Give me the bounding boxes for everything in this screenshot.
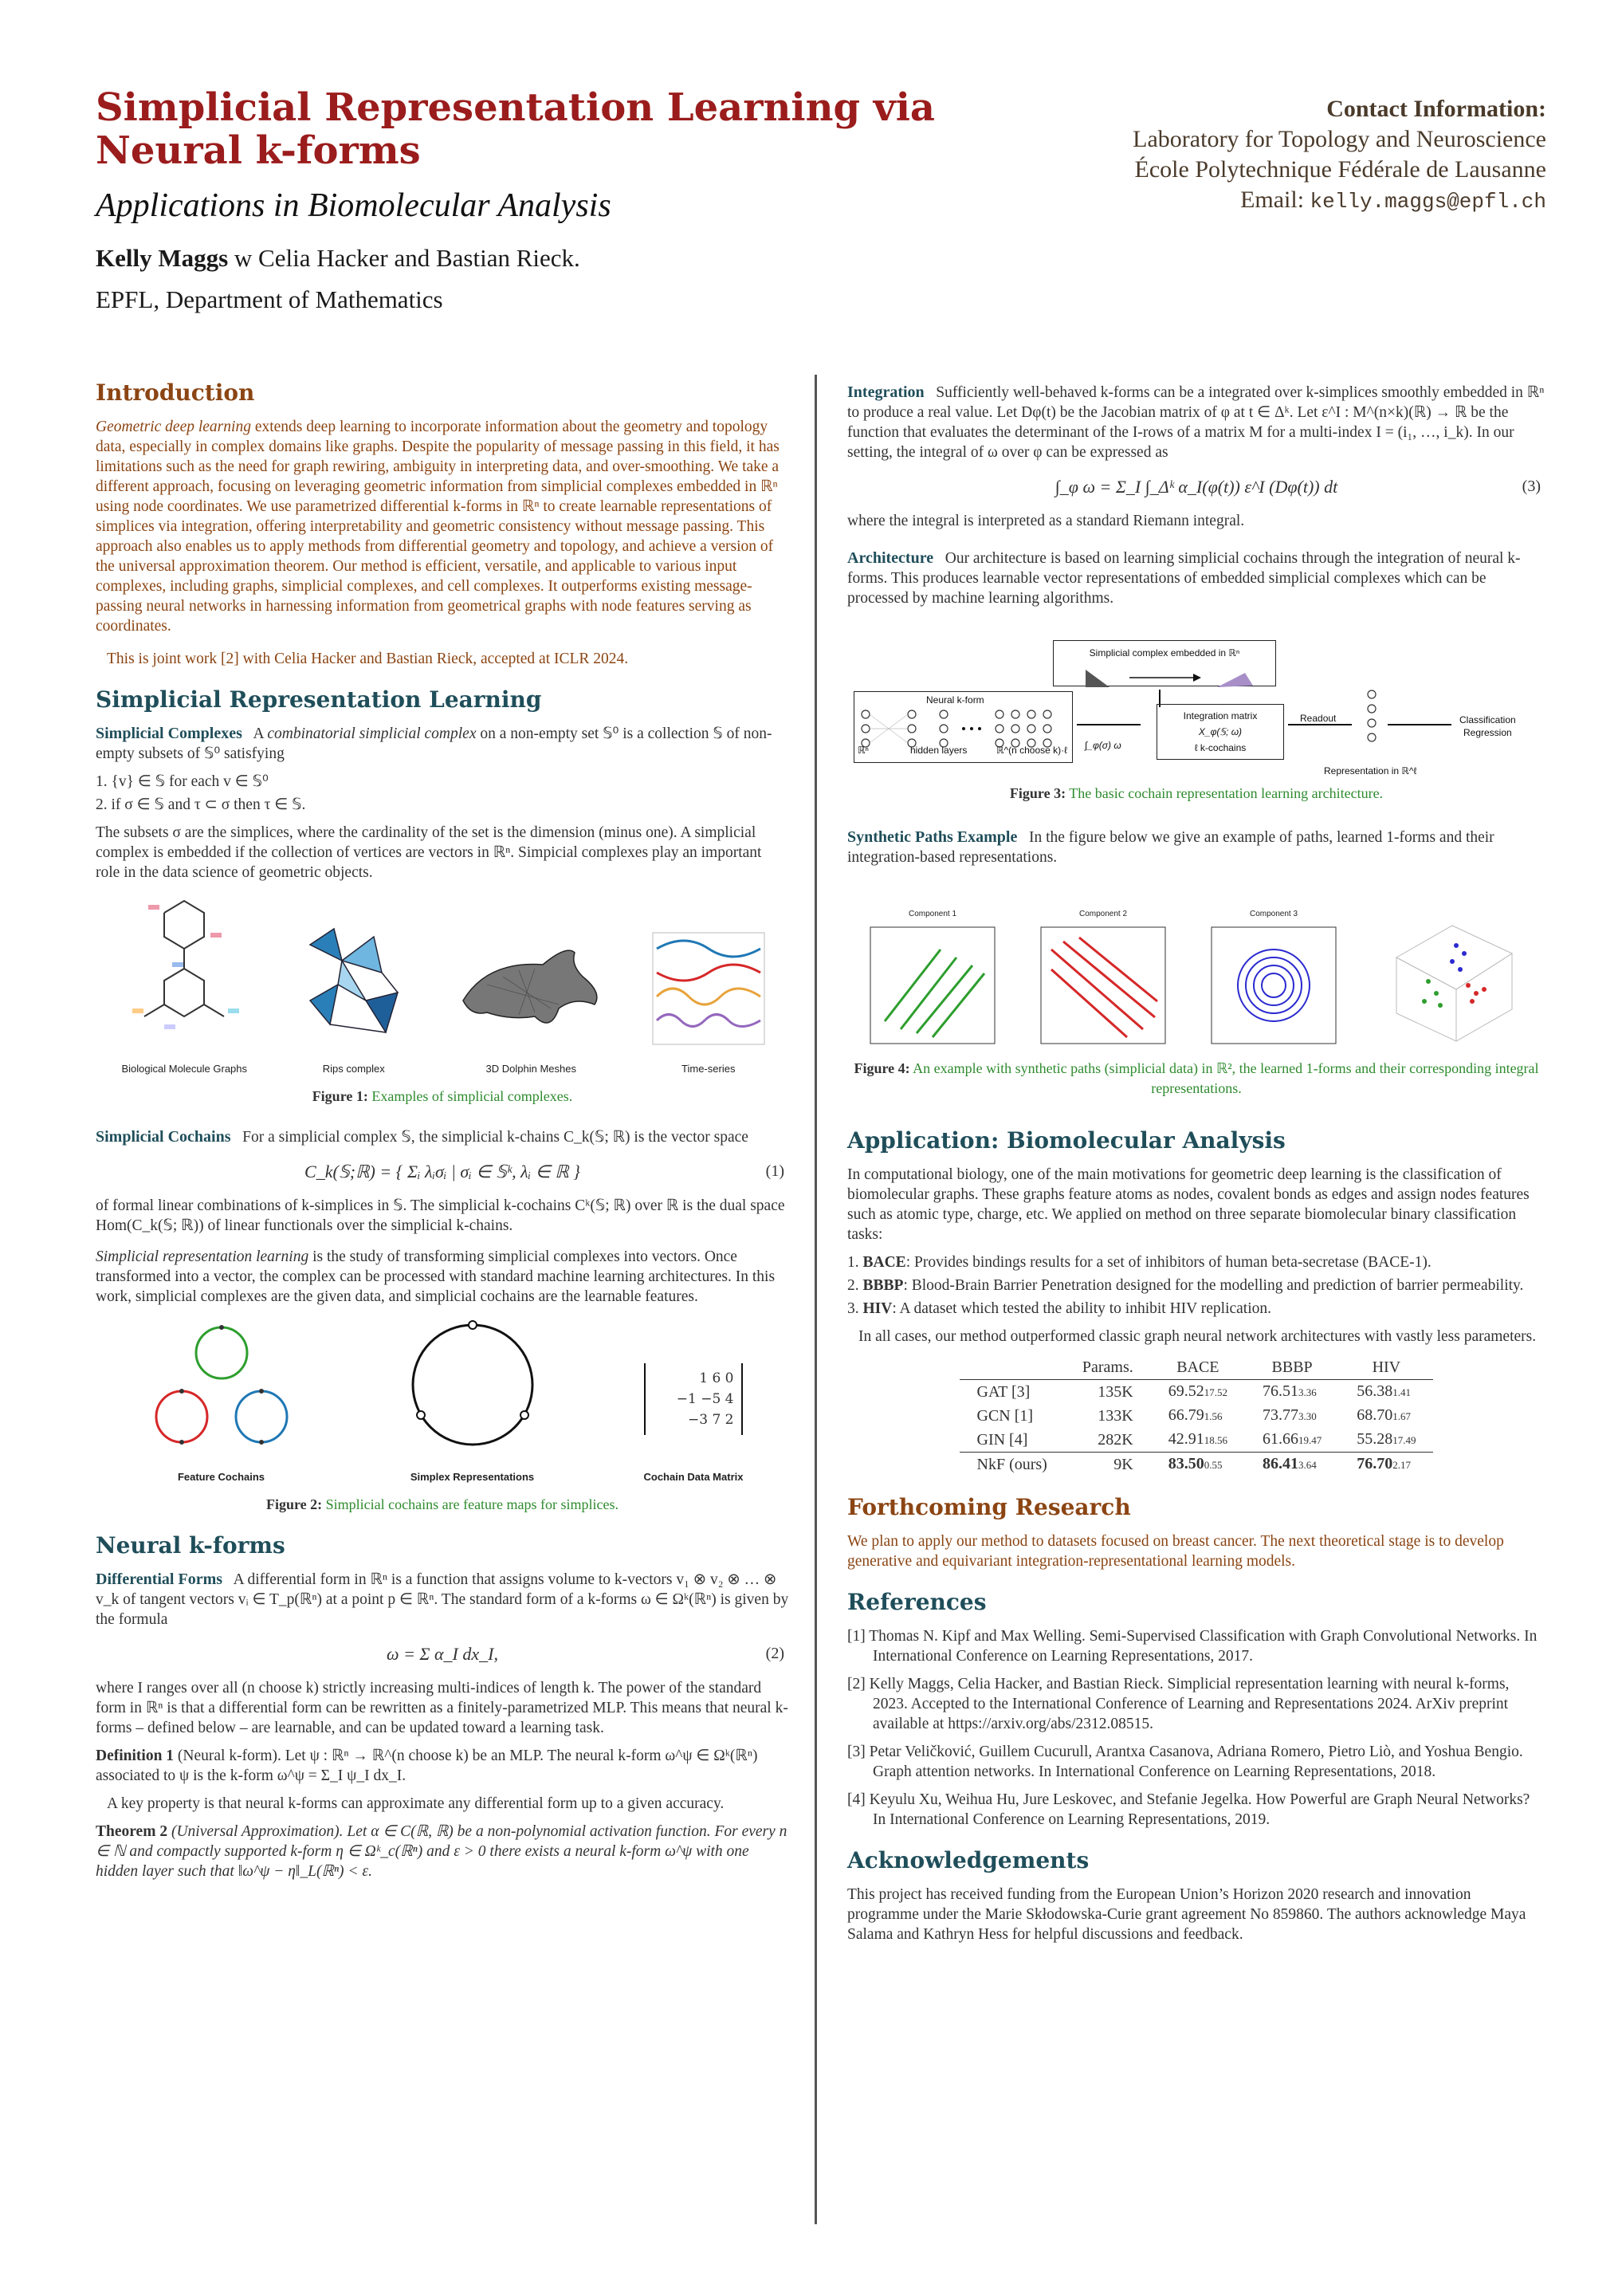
fig4-panel-3 (1210, 904, 1337, 1051)
sc-axioms (96, 772, 789, 815)
table-row (960, 1404, 1434, 1428)
bbbp-sd: 3.30 (1298, 1410, 1317, 1422)
fig3-int-matrix-label: Integration matrix (1183, 710, 1258, 721)
def1-text: (Neural k-form). Let ψ : ℝⁿ → ℝ^(n choose k) be an MLP. The neural k-form ω^ψ ∈ Ωᵏ(ℝⁿ) associated to ψ is the k-form ω^ψ = Σ_I ψ_I dx_I. (96, 1748, 758, 1784)
df-title: Differential Forms (96, 1571, 223, 1588)
sc-explanation: The subsets σ are the simplices, where the cardinality of the set is the dimension (minus one). A simplicial complex is embedded if the collection of vertices are vectors in ℝⁿ. Simpicial complexes play an important role in the data science of geometric objects. (96, 824, 762, 881)
definition-1 (96, 1746, 789, 1786)
dolphin-mesh-image (455, 929, 607, 1048)
architecture-diagram (854, 640, 1539, 776)
reference-item: [4] Keyulu Xu, Weihua Hu, Jure Leskovec, and Stefanie Jegelka. How Powerful are Graph Neural Networks? In International Conference on Learning Representations, 2019. (847, 1791, 1530, 1828)
integration-matrix-box (1157, 704, 1284, 760)
intro-section (96, 379, 789, 669)
row-model: GAT [3] (976, 1382, 1031, 1401)
figure-2-caption (96, 1495, 789, 1515)
row-model: GIN [4] (976, 1430, 1028, 1449)
contact-lab: Laboratory for Topology and Neuroscience (1133, 126, 1546, 152)
figure-4 (847, 899, 1545, 1051)
row-bbbp (1245, 1428, 1339, 1453)
component-2-image (1039, 926, 1167, 1045)
figure-1-caption (96, 1087, 789, 1107)
task-3-num: 3. (847, 1300, 863, 1317)
cochain-text: For a simplicial complex 𝕊, the simplicial k-chains C_k(𝕊; ℝ) is the vector space (242, 1129, 748, 1146)
fig4-panel-2-label: Component 2 (1078, 910, 1128, 918)
matrix-row-1: −1 −5 4 (676, 1391, 734, 1407)
intro-text: extends deep learning to incorporate information about the geometry and topology data, especially in complex domains like graphs. Despite the popularity of message passing in this field, it has limitations such as the need for graph rewiring, ambiguity in interpreting data, and over-smoothing. We take a different approach, focusing on leveraging geometric information from simplicial complexes embedded in ℝⁿ using node coordinates. We use parametrized differential k-forms in ℝⁿ to create learnable representations of simplices via integration, offering interpretability and geometric consistency without message passing. This approach also enables us to apply methods from differential geometry and topology, and achieve a version of the universal approximation theorem. Our method is efficient, versatile, and applicable to various input complexes, including graphs, simplicial complexes, and cell complexes. It outperforms existing message-passing neural networks in harnessing information from geometrical graphs with node features serving as coordinates. (96, 419, 780, 635)
forthcoming-text: We plan to apply our method to datasets focused on breast cancer. The next theoretical stage is to develop generative and equivariant integration-representational learning models. (847, 1533, 1504, 1570)
bace-value: 83.50 (1168, 1455, 1204, 1472)
reference-item: [3] Petar Veličković, Guillem Cucurull, Arantxa Casanova, Adriana Romero, Pietro Liò, and Yoshua Bengio. Graph attention networks. In International Conference on Learning Representations, 2018. (847, 1744, 1523, 1780)
contact-institution: École Polytechnique Fédérale de Lausanne (1134, 156, 1546, 183)
equation-1 (96, 1162, 789, 1181)
task-1-desc: : Provides bindings results for a set of inhibitors of human beta-secretase (BACE-1). (905, 1254, 1432, 1271)
hiv-sd: 1.67 (1392, 1410, 1411, 1422)
neural-kform-label: Neural k-form (926, 694, 984, 706)
bio-task-2 (847, 1276, 1545, 1295)
figure-4-caption (847, 1059, 1545, 1099)
equation-2 (96, 1644, 789, 1664)
embedded-complex-box (1053, 640, 1276, 686)
task-2-num: 2. (847, 1277, 863, 1294)
sc-axiom-2: 2. if σ ∈ 𝕊 and τ ⊂ σ then τ ∈ 𝕊. (96, 796, 306, 813)
task-3-desc: : A dataset which tested the ability to inhibit HIV replication. (892, 1300, 1272, 1317)
fig3-rout-label: ℝ^(n choose k)·ℓ (996, 745, 1067, 756)
sc-text2: on a non-empty set 𝕊⁰ is a collection 𝕊 of non-empty subsets of 𝕊⁰ satisfying (96, 725, 772, 762)
column-divider (815, 375, 817, 2224)
table-header: Params. (1065, 1356, 1151, 1380)
table-header-row (960, 1356, 1434, 1380)
table-header (960, 1356, 1065, 1380)
equation-1-number: (1) (765, 1162, 784, 1180)
hiv-sd: 2.17 (1392, 1459, 1411, 1471)
simplex-representation-image (393, 1313, 552, 1457)
task-2-desc: : Blood-Brain Barrier Penetration designed for the modelling and prediction of barrier permeability. (903, 1277, 1524, 1294)
bace-sd: 0.55 (1204, 1459, 1223, 1471)
acknowledgements-heading: Acknowledgements (847, 1847, 1090, 1873)
synthetic-text: In the figure below we give an example of paths, learned 1-forms and their integration-based representations. (847, 829, 1494, 866)
authors (96, 244, 1546, 273)
fig1-label-2: 3D Dolphin Meshes (485, 1063, 576, 1075)
intro-joint: This is joint work [2] with Celia Hacker and Bastian Rieck, accepted at ICLR 2024. (107, 651, 629, 667)
feature-cochains-image (142, 1313, 301, 1457)
title-line-2: Neural k-forms (96, 128, 421, 173)
bace-sd: 18.56 (1204, 1434, 1227, 1446)
df-text-2: where I ranges over all (n choose k) strictly increasing multi-indices of length k. The power of the standard form in ℝⁿ is that a differential form can be rewritten as a finitely-parametrized MLP. This means that neural k-forms – defined below – are learnable, and can be updated toward a learning task. (96, 1680, 788, 1736)
srl-lead: Simplicial representation learning (96, 1248, 309, 1265)
architecture-title: Architecture (847, 549, 934, 567)
bio-task-1 (847, 1252, 1545, 1272)
poster-header (96, 86, 1546, 325)
figure-3-caption (847, 784, 1545, 804)
hiv-value: 76.70 (1357, 1455, 1393, 1472)
fig4-panel-1-label: Component 1 (908, 910, 957, 918)
cochain-title: Simplicial Cochains (96, 1128, 231, 1146)
embedding-arrow-image (1054, 663, 1277, 692)
figure-2 (96, 1319, 789, 1487)
equation-2-body: ω = Σ α_I dx_I, (387, 1644, 498, 1664)
row-hiv (1339, 1428, 1433, 1453)
row-bbbp (1245, 1380, 1339, 1405)
neural-kform-box (854, 691, 1073, 763)
matrix-row-0: 1 6 0 (699, 1370, 734, 1386)
srl-text: is the study of transforming simplicial complexes into vectors. Once transformed into a vector, the complex can be processed with standard machine learning architectures. In this work, simplicial complexes are the given data, and simplicial cochains are the learnable features. (96, 1248, 776, 1305)
fig3-reg-label: Regression (1463, 727, 1512, 738)
key-property: A key property is that neural k-forms can approximate any differential form up to a given accuracy. (107, 1795, 725, 1812)
bace-value: 66.79 (1168, 1406, 1204, 1424)
sc-title: Simplicial Complexes (96, 725, 242, 742)
fig2-simplex-panel (393, 1313, 552, 1487)
fig1-dolphin-panel (455, 929, 607, 1079)
row-bace (1151, 1404, 1245, 1428)
fig2-caption-label: Figure 2: (265, 1496, 323, 1512)
row-bace (1151, 1380, 1245, 1405)
sc-axiom-1: 1. {v} ∈ 𝕊 for each v ∈ 𝕊⁰ (96, 773, 269, 790)
fig3-rep-label: Representation in ℝ^ℓ (1324, 765, 1417, 776)
bace-value: 69.52 (1168, 1382, 1204, 1400)
def1-label: Definition 1 (96, 1748, 175, 1764)
integral-representation-3d-image (1380, 910, 1524, 1045)
sc-text1: A (253, 725, 268, 742)
equation-1-body: C_k(𝕊;ℝ) = { Σᵢ λᵢσᵢ | σᵢ ∈ 𝕊ᵏ, λᵢ ∈ ℝ } (304, 1162, 580, 1181)
author-main: Kelly Maggs (96, 244, 229, 272)
hiv-sd: 17.49 (1392, 1434, 1416, 1446)
bbbp-sd: 3.36 (1298, 1386, 1317, 1398)
fig3-caption-label: Figure 3: (1009, 785, 1066, 801)
theorem-2 (96, 1822, 789, 1881)
right-column (847, 375, 1545, 1965)
equation-3-body: ∫_φ ω = Σ_I ∫_Δᵏ α_I(φ(t)) ε^I (Dφ(t)) dt (1054, 477, 1338, 497)
row-params: 133K (1098, 1406, 1133, 1425)
srl-paragraph (96, 1247, 789, 1307)
fig1-molecule-panel (116, 889, 252, 1079)
df-text: A differential form in ℝⁿ is a function that assigns volume to k-vectors v₁ ⊗ v₂ ⊗ … ⊗ v_k of tangent vectors vᵢ ∈ T_p(ℝⁿ) at a point p ∈ ℝⁿ. The standard form of a k-forms ω ∈ Ωᵏ(ℝⁿ) is given by the formula (96, 1571, 789, 1628)
integration-text: Sufficiently well-behaved k-forms can be a integrated over k-simplices smoothly embedded in ℝⁿ to produce a real value. Let Dφ(t) be the Jacobian matrix of φ at t ∈ Δᵏ. Let ε^I : M^(n×k)(ℝ) → ℝ be the function that evaluates the determinant of the I-rows of a matrix M for a multi-index I = (i₁, …, i_k). In our setting, the integral of ω over φ can be expressed as (847, 384, 1545, 461)
acknowledgements-section (847, 1847, 1545, 1944)
references-section (847, 1589, 1545, 1830)
reference-item: [2] Kelly Maggs, Celia Hacker, and Bastian Rieck. Simplicial representation learning with neural k-forms, 2023. Accepted to the International Conference of Learning and Representations 2024. ArXiv preprint available at https://arxiv.org/abs/2312.08515. (847, 1676, 1510, 1732)
fig2-label-2: Cochain Data Matrix (643, 1471, 744, 1483)
fig3-integral-label: ∫_φ(σ) ω (1085, 740, 1121, 751)
bbbp-value: 76.51 (1262, 1382, 1298, 1400)
reference-item: [1] Thomas N. Kipf and Max Welling. Semi-Supervised Classification with Graph Convolutional Networks. In International Conference on Learning Representations, 2017. (847, 1628, 1538, 1665)
bio-heading: Application: Biomolecular Analysis (847, 1127, 1286, 1154)
intro-lead: Geometric deep learning (96, 419, 251, 435)
row-hiv (1339, 1380, 1433, 1405)
fig1-label-1: Rips complex (322, 1063, 385, 1075)
table-row (960, 1428, 1434, 1453)
bbbp-value: 73.77 (1262, 1406, 1298, 1424)
srl-section (96, 686, 789, 1515)
fig3-cochains-label: ℓ k-cochains (1194, 742, 1247, 753)
task-1-num: 1. (847, 1254, 863, 1271)
timeseries-image (649, 929, 768, 1048)
bio-section (847, 1127, 1545, 1476)
fig1-label-3: Time-series (681, 1063, 736, 1075)
equation-3 (847, 477, 1545, 497)
embedded-complex-label: Simplicial complex embedded in ℝⁿ (1089, 647, 1240, 659)
fig3-rn-label: ℝⁿ (858, 745, 869, 756)
row-params: 135K (1098, 1382, 1133, 1401)
thm2-text: (Universal Approximation). Let α ∈ C(ℝ, ℝ) be a non-polynomial activation function. For every n ∈ ℕ and compactly supported k-form η ∈ Ωᵏ_c(ℝⁿ) and ε > 0 there exists a neural k-form ω^ψ with one hidden layer such that ‖ω^ψ − η‖_L(ℝⁿ) < ε. (96, 1823, 787, 1880)
bio-task-3 (847, 1299, 1545, 1319)
integration-after: where the integral is interpreted as a standard Riemann integral. (847, 513, 1245, 529)
fig2-label-0: Feature Cochains (177, 1471, 265, 1483)
bbbp-sd: 3.64 (1298, 1459, 1317, 1471)
nkf-heading: Neural k-forms (96, 1532, 285, 1559)
bio-outcome: In all cases, our method outperformed classic graph neural network architectures with vastly less parameters. (858, 1328, 1537, 1345)
figure-1 (96, 895, 789, 1079)
contact-email-label: Email: (1240, 187, 1310, 213)
fig1-timeseries-panel (649, 929, 768, 1079)
sc-term: combinatorial simplicial complex (267, 725, 477, 742)
rips-complex-image (294, 913, 414, 1048)
fig3-hidden-label: hidden layers (910, 745, 968, 756)
row-bbbp (1245, 1453, 1339, 1477)
bbbp-value: 61.66 (1262, 1430, 1298, 1448)
fig3-caption-text: The basic cochain representation learning architecture. (1066, 785, 1384, 801)
contact-info (1133, 94, 1546, 217)
bio-text: In computational biology, one of the main motivations for geometric deep learning is the classification of biomolecular graphs. These graphs feature atoms as nodes, covalent bonds as edges and assign nodes features such as atomic type, charge, etc. We applied on method on three separate biomolecular binary classification tasks: (847, 1166, 1530, 1243)
bace-sd: 17.52 (1204, 1386, 1227, 1398)
table-row-ours (960, 1453, 1434, 1477)
row-model: GCN [1] (976, 1406, 1034, 1425)
row-bace (1151, 1428, 1245, 1453)
row-hiv (1339, 1453, 1433, 1477)
forthcoming-heading: Forthcoming Research (847, 1494, 1131, 1520)
fig2-caption-text: Simplicial cochains are feature maps for simplices. (322, 1496, 619, 1512)
left-column (96, 375, 789, 1902)
cochain-text-2: of formal linear combinations of k-simplices in 𝕊. The simplicial k-cochains Cᵏ(𝕊; ℝ) over ℝ is the dual space Hom(C_k(𝕊; ℝ)) of linear functionals over the simplicial k-chains. (96, 1197, 785, 1234)
results-table (960, 1356, 1434, 1476)
component-1-image (869, 926, 996, 1045)
contact-email[interactable]: kelly.maggs@epfl.ch (1310, 190, 1546, 214)
matrix-row-2: −3 7 2 (687, 1412, 734, 1428)
component-3-image (1210, 926, 1337, 1045)
fig4-caption-text: An example with synthetic paths (simplicial data) in ℝ², the learned 1-forms and their corresponding integral representations. (909, 1060, 1539, 1096)
title-line-1: Simplicial Representation Learning via (96, 85, 936, 130)
thm2-label: Theorem 2 (96, 1823, 168, 1840)
arrow-to-task (1388, 724, 1451, 725)
molecule-graph-image (116, 889, 252, 1048)
intro-body (96, 417, 789, 636)
task-labels (1459, 714, 1516, 739)
affiliation: EPFL, Department of Mathematics (96, 285, 443, 313)
table-header: BACE (1151, 1356, 1245, 1380)
bbbp-value: 86.41 (1262, 1455, 1298, 1472)
architecture-text: Our architecture is based on learning simplicial cochains through the integration of neural k-forms. This produces learnable vector representations of embedded simplicial complexes which can be processed by machine learning algorithms. (847, 550, 1521, 607)
table-row (960, 1380, 1434, 1405)
bace-sd: 1.56 (1204, 1410, 1223, 1422)
hiv-value: 55.28 (1357, 1430, 1393, 1448)
cochain-matrix (644, 1363, 744, 1435)
fig1-label-0: Biological Molecule Graphs (121, 1063, 248, 1075)
figure-3 (847, 640, 1545, 776)
row-params: 282K (1098, 1430, 1133, 1449)
fig4-panel-1 (869, 904, 996, 1051)
references-heading: References (847, 1589, 987, 1615)
hiv-value: 68.70 (1357, 1406, 1393, 1424)
fig1-caption-text: Examples of simplicial complexes. (367, 1088, 573, 1104)
synthetic-title: Synthetic Paths Example (847, 828, 1018, 846)
fig4-panel-2 (1039, 904, 1167, 1051)
fig1-rips-panel (294, 913, 414, 1079)
representation-vector-image (1364, 686, 1380, 758)
hiv-value: 56.38 (1357, 1382, 1393, 1400)
contact-email-row (1133, 185, 1546, 217)
nkf-section (96, 1532, 789, 1881)
bace-value: 42.91 (1168, 1430, 1204, 1448)
fig4-panel-3-label: Component 3 (1249, 910, 1298, 918)
intro-heading: Introduction (96, 379, 255, 406)
integration-title: Integration (847, 383, 925, 401)
poster-subtitle: Applications in Biomolecular Analysis (96, 187, 611, 224)
fig4-panel-3d (1380, 910, 1524, 1051)
fig2-cochains-panel (142, 1313, 301, 1487)
arrow-to-integral (1077, 724, 1141, 725)
task-2-name: BBBP (862, 1277, 904, 1294)
task-3-name: HIV (862, 1300, 893, 1317)
fig3-readout-label: Readout (1300, 713, 1337, 724)
table-header: HIV (1339, 1356, 1433, 1380)
table-header: BBBP (1245, 1356, 1339, 1380)
row-hiv (1339, 1404, 1433, 1428)
acknowledgements-text: This project has received funding from the European Union’s Horizon 2020 research and innovation programme under the Marie Skłodowska-Curie grant agreement No 859860. The authors acknowledge Maya Salama and Kathryn Hess for helpful discussions and feedback. (847, 1886, 1526, 1943)
row-bbbp (1245, 1404, 1339, 1428)
fig3-x-label: X_φ(𝕊; ω) (1198, 726, 1243, 737)
contact-heading: Contact Information: (1326, 96, 1546, 122)
task-1-name: BACE (862, 1254, 906, 1271)
fig1-caption-label: Figure 1: (312, 1088, 368, 1104)
equation-2-number: (2) (765, 1645, 784, 1662)
fig2-label-1: Simplex Representations (410, 1471, 535, 1483)
fig2-matrix-panel (644, 1363, 744, 1487)
row-model: NkF (ours) (960, 1453, 1065, 1477)
fig3-cls-label: Classification (1459, 714, 1516, 725)
hiv-sd: 1.41 (1392, 1386, 1411, 1398)
author-rest: w Celia Hacker and Bastian Rieck. (228, 244, 580, 272)
equation-3-number: (3) (1522, 478, 1541, 495)
row-params: 9K (1065, 1453, 1151, 1477)
fig4-caption-label: Figure 4: (854, 1060, 910, 1076)
row-bace (1151, 1453, 1245, 1477)
forthcoming-section (847, 1494, 1545, 1571)
bio-tasks (847, 1252, 1545, 1319)
srl-heading: Simplicial Representation Learning (96, 686, 542, 713)
bbbp-sd: 19.47 (1298, 1434, 1322, 1446)
